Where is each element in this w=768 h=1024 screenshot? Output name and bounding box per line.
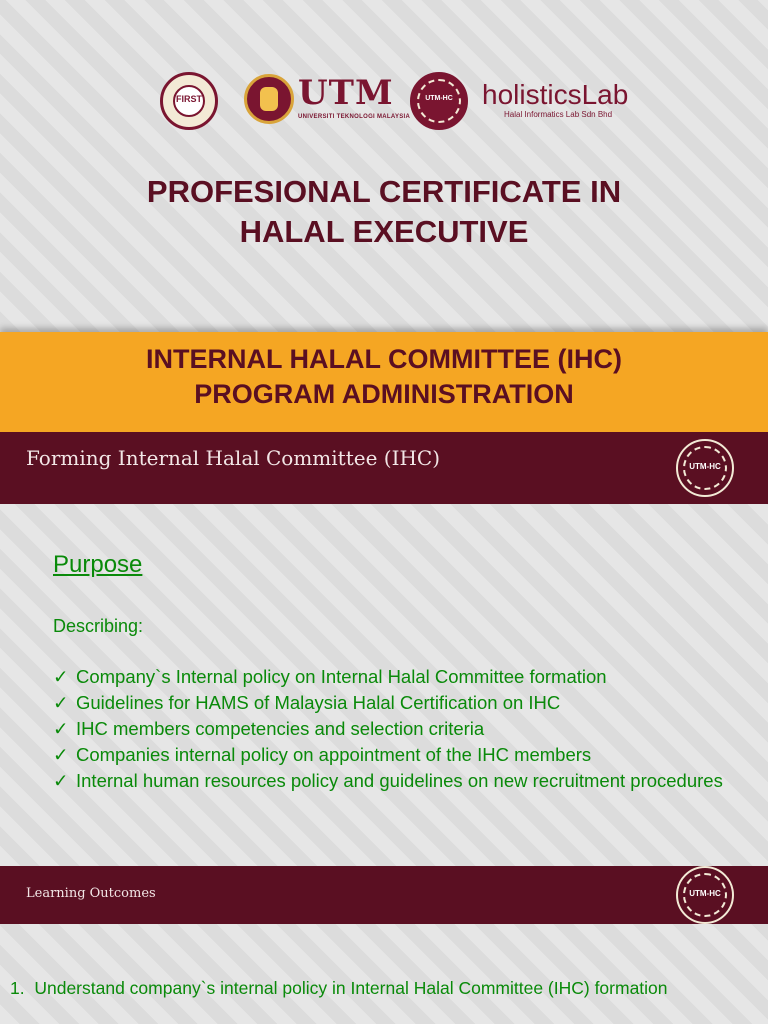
purpose-list <box>53 664 743 794</box>
emblem-label: UTM-HC <box>689 889 721 898</box>
utm-hc-emblem-icon <box>676 439 734 497</box>
list-item-text: Internal human resources policy and guidelines on new recruitment procedures <box>76 770 723 791</box>
list-item <box>53 664 743 690</box>
holisticslab-logo-subtitle: Halal Informatics Lab Sdn Bhd <box>504 110 613 119</box>
checkmark-icon: ✓ <box>53 770 69 791</box>
utm-seal-core <box>260 87 278 111</box>
utm-logo-text: UTM <box>298 73 394 113</box>
list-item <box>53 690 743 716</box>
page-title-line2: HALAL EXECUTIVE <box>239 214 529 249</box>
section-title-forming-ihc: Forming Internal Halal Committee (IHC) <box>26 446 441 470</box>
program-banner <box>0 332 768 432</box>
first-logo-text: FIRST <box>176 94 202 104</box>
list-item-text: IHC members competencies and selection criteria <box>76 718 485 739</box>
utm-seal-logo <box>244 74 294 124</box>
list-item <box>53 768 743 794</box>
utm-hc-emblem-icon <box>676 866 734 924</box>
program-title-line2: PROGRAM ADMINISTRATION <box>194 379 574 409</box>
page-title <box>0 172 768 252</box>
utm-hc-logo <box>410 72 468 130</box>
purpose-intro: Describing: <box>53 616 144 636</box>
program-title-line1: INTERNAL HALAL COMMITTEE (IHC) <box>146 344 622 374</box>
checkmark-icon: ✓ <box>53 692 69 713</box>
section-header-forming-ihc <box>0 432 768 504</box>
purpose-heading: Purpose <box>53 551 143 578</box>
section-title-learning-outcomes: Learning Outcomes <box>26 886 156 901</box>
section-header-learning-outcomes <box>0 866 768 924</box>
holisticslab-logo-name: holisticsLab <box>482 79 629 110</box>
list-item-text: Guidelines for HAMS of Malaysia Halal Certification on IHC <box>76 692 561 713</box>
emblem-label: UTM-HC <box>689 462 721 471</box>
holisticslab-logo <box>482 80 628 119</box>
checkmark-icon: ✓ <box>53 744 69 765</box>
learning-outcome-number: 1. <box>10 978 25 998</box>
list-item <box>53 742 743 768</box>
utm-hc-logo-text: UTM-HC <box>425 95 453 102</box>
first-logo <box>160 72 218 130</box>
logo-strip <box>0 70 768 136</box>
learning-outcome-text: Understand company`s internal policy in Internal Halal Committee (IHC) formation <box>34 978 668 998</box>
utm-logo-subtitle: UNIVERSITI TEKNOLOGI MALAYSIA <box>298 114 411 120</box>
learning-outcome-item <box>10 978 668 999</box>
list-item-text: Companies internal policy on appointment of the IHC members <box>76 744 592 765</box>
checkmark-icon: ✓ <box>53 718 69 739</box>
list-item-text: Company`s Internal policy on Internal Halal Committee formation <box>76 666 607 687</box>
program-title <box>0 342 768 412</box>
list-item <box>53 716 743 742</box>
checkmark-icon: ✓ <box>53 666 69 687</box>
page-title-line1: PROFESIONAL CERTIFICATE IN <box>146 174 622 209</box>
